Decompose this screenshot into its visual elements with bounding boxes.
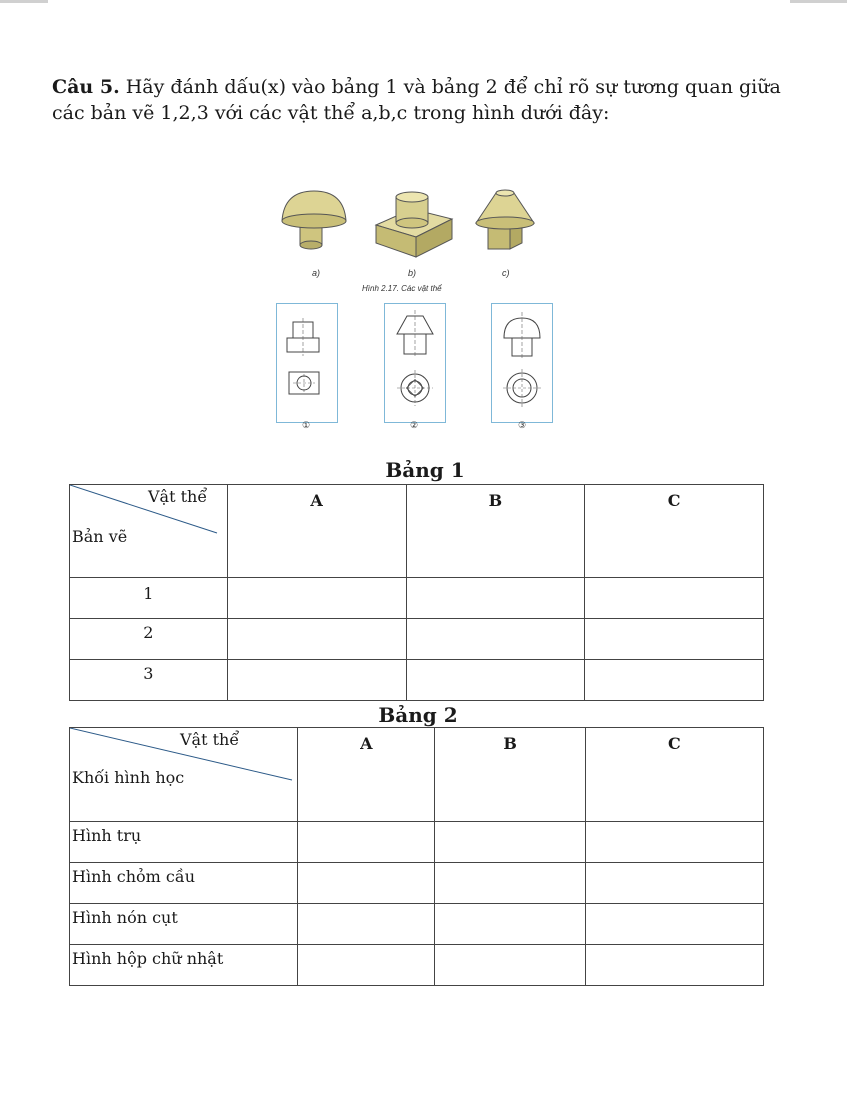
top-edge-right [790,0,847,3]
table-row [70,660,764,701]
table1-header-row [70,485,764,578]
table1-cell-1-b[interactable] [406,578,585,619]
object-b-label: b) [408,268,417,278]
table1-row-label-1: 1 [70,578,228,619]
table2-title: Bảng 2 [378,703,458,727]
drawing-1-number: ① [302,420,311,430]
table2-row-label-3: Hình nón cụt [70,904,298,945]
table2-cell-4-b[interactable] [435,945,585,986]
table-row [70,619,764,660]
table2-col-c: C [585,728,763,822]
drawing-3-frame [491,303,553,423]
table1-cell-3-b[interactable] [406,660,585,701]
table2-cell-3-b[interactable] [435,904,585,945]
table2-cell-4-c[interactable] [585,945,763,986]
table1-col-c: C [585,485,764,578]
table2-cell-4-a[interactable] [298,945,435,986]
table2-cell-3-c[interactable] [585,904,763,945]
drawing-1-frame [276,303,338,423]
object-a-dome-on-cylinder [282,191,346,249]
table2-corner-bottom: Khối hình học [72,768,185,787]
table1-cell-3-a[interactable] [227,660,406,701]
table1-cell-1-c[interactable] [585,578,764,619]
table2-row-label-2: Hình chỏm cầu [70,863,298,904]
object-a-label: a) [312,268,321,278]
table1 [69,484,764,701]
table1-row-label-2: 2 [70,619,228,660]
table2-cell-2-c[interactable] [585,863,763,904]
object-c-truncated-cone [476,190,534,249]
table1-cell-2-a[interactable] [227,619,406,660]
table1-cell-2-c[interactable] [585,619,764,660]
table2-cell-1-c[interactable] [585,822,763,863]
drawing-2-views [385,304,445,422]
table-row [70,822,764,863]
table2-col-a: A [298,728,435,822]
question-text [52,74,812,126]
drawing-2-frame [384,303,446,423]
drawing-2-number: ② [410,420,419,430]
drawing-3-views [492,304,552,422]
table1-corner-bottom: Bản vẽ [72,527,128,546]
objects-figure [276,185,566,295]
table2-col-b: B [435,728,585,822]
table-row [70,863,764,904]
question-body: Hãy đánh dấu(x) vào bảng 1 và bảng 2 để chỉ rõ sự tương quan giữa các bản vẽ 1,2,3 với các vật thể a,b,c trong hình dưới đây: [52,76,781,124]
table1-row-label-3: 3 [70,660,228,701]
table-row [70,578,764,619]
object-b-cylinder-on-box [376,192,452,257]
object-c-label: c) [502,268,510,278]
table1-title: Bảng 1 [385,458,465,482]
top-edge-left [0,0,48,3]
figure-caption: Hình 2.17. Các vật thể [362,284,442,293]
table-row [70,945,764,986]
drawing-1-views [277,304,337,422]
question-number: Câu 5. [52,76,120,98]
table2-corner-top: Vật thể [180,730,240,749]
table2-header-row [70,728,764,822]
table1-cell-3-c[interactable] [585,660,764,701]
table1-corner-top: Vật thể [148,487,208,506]
objects-illustration [276,185,566,265]
table2 [69,727,764,986]
drawing-3-number: ③ [518,420,527,430]
table1-corner-cell [70,485,228,578]
table1-col-a: A [227,485,406,578]
table2-cell-1-b[interactable] [435,822,585,863]
table2-row-label-1: Hình trụ [70,822,298,863]
table-row [70,904,764,945]
table2-row-label-4: Hình hộp chữ nhật [70,945,298,986]
table1-cell-2-b[interactable] [406,619,585,660]
table1-col-b: B [406,485,585,578]
table2-corner-cell [70,728,298,822]
table1-cell-1-a[interactable] [227,578,406,619]
table2-cell-3-a[interactable] [298,904,435,945]
table2-cell-2-b[interactable] [435,863,585,904]
table2-cell-1-a[interactable] [298,822,435,863]
table2-cell-2-a[interactable] [298,863,435,904]
